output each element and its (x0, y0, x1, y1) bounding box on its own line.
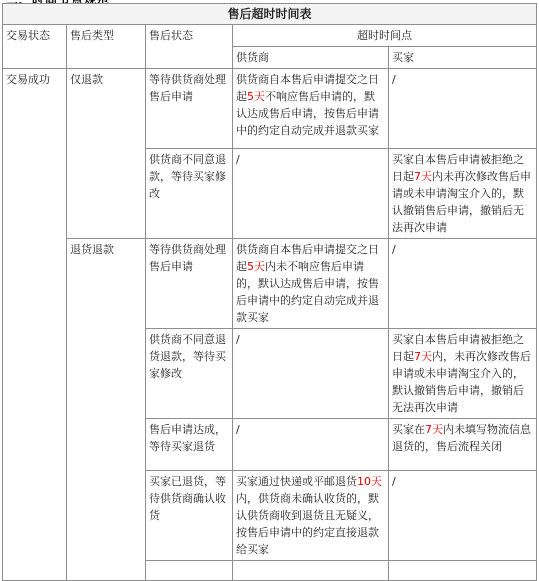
type-cell-refund-only: 仅退款 (67, 69, 146, 239)
cell-text: 内，未再次修改售后申请或未申请淘宝介入的，默认撤销售后申请，撤销后无法再次申请 (392, 350, 531, 414)
aftersale-timeout-table (2, 3, 537, 581)
highlight-days: 7天 (414, 170, 432, 183)
status-cell: 等待供货商处理售后申请 (146, 239, 233, 329)
cell-text: / (236, 423, 240, 436)
status-cell: 等待供货商处理售后申请 (146, 69, 233, 149)
buyer-cell (389, 471, 537, 561)
highlight-days: 10天 (357, 475, 382, 488)
table-title: 售后超时时间表 (3, 4, 537, 25)
cell-text: 内未不响应售后申请的，默认达成售后申请，按售后申请中的约定自动完成并退款买家 (236, 260, 379, 324)
header-row-1 (3, 25, 537, 47)
table-row (3, 239, 537, 329)
buyer-cell (389, 329, 537, 419)
header-trade-status: 交易状态 (3, 25, 67, 69)
cell-text: 供货商自本售后申请提交之日起 (236, 73, 379, 103)
header-supplier: 供货商 (233, 47, 389, 69)
status-cell-empty (146, 561, 233, 581)
supplier-cell (233, 329, 389, 419)
cell-text: / (392, 243, 396, 256)
cell-text: 内，供货商未确认收货的，默认供货商收到退货且无疑义，按售后申请中的约定直接退款给买家 (236, 492, 379, 556)
type-cell-return-refund: 退货退款 (67, 239, 146, 581)
highlight-days: 5天 (247, 90, 265, 103)
cell-text: 供货商自本售后申请提交之日起 (236, 243, 379, 273)
highlight-days: 5天 (247, 260, 265, 273)
cell-text: 内未再次修改售后申请或未申请淘宝介入的，默认撤销售后申请，撤销后无法再次申请 (392, 170, 531, 234)
status-cell: 买家已退货，等待供货商确认收货 (146, 471, 233, 561)
cell-text: / (236, 153, 240, 166)
supplier-cell (233, 471, 389, 561)
buyer-cell (389, 149, 537, 239)
header-timeout-points: 超时时间点 (233, 25, 537, 47)
cell-text: 买家通过快递或平邮退货 (236, 475, 357, 488)
header-aftersale-type: 售后类型 (67, 25, 146, 69)
supplier-cell-empty (233, 561, 389, 581)
buyer-cell (389, 239, 537, 329)
table-title-row (3, 4, 537, 25)
cell-text: 买家在 (392, 423, 425, 436)
table-row (3, 69, 537, 149)
cell-text: 买家自本售后申请被拒绝之日起 (392, 333, 524, 363)
cell-text: 内未填写物流信息退货的，售后流程关闭 (392, 423, 531, 453)
trade-status-cell: 交易成功 (3, 69, 67, 581)
buyer-cell (389, 69, 537, 149)
status-cell: 供货商不同意退款，等待买家修改 (146, 149, 233, 239)
buyer-cell (389, 419, 537, 471)
cell-text: 买家自本售后申请被拒绝之日起 (392, 153, 524, 183)
highlight-days: 7天 (425, 423, 443, 436)
buyer-cell-empty (389, 561, 537, 581)
supplier-cell (233, 69, 389, 149)
supplier-cell (233, 239, 389, 329)
supplier-cell (233, 419, 389, 471)
cell-text: / (392, 73, 396, 86)
header-aftersale-status: 售后状态 (146, 25, 233, 69)
status-cell: 售后申请达成，等待买家退货 (146, 419, 233, 471)
cell-text: 不响应售后申请的，默认达成售后申请，按售后申请中的约定自动完成并退款买家 (236, 90, 379, 137)
header-buyer: 买家 (389, 47, 537, 69)
highlight-days: 7天 (414, 350, 432, 363)
supplier-cell (233, 149, 389, 239)
status-cell: 供货商不同意退货退款，等待买家修改 (146, 329, 233, 419)
cell-text: / (236, 333, 240, 346)
cell-text: / (392, 475, 396, 488)
